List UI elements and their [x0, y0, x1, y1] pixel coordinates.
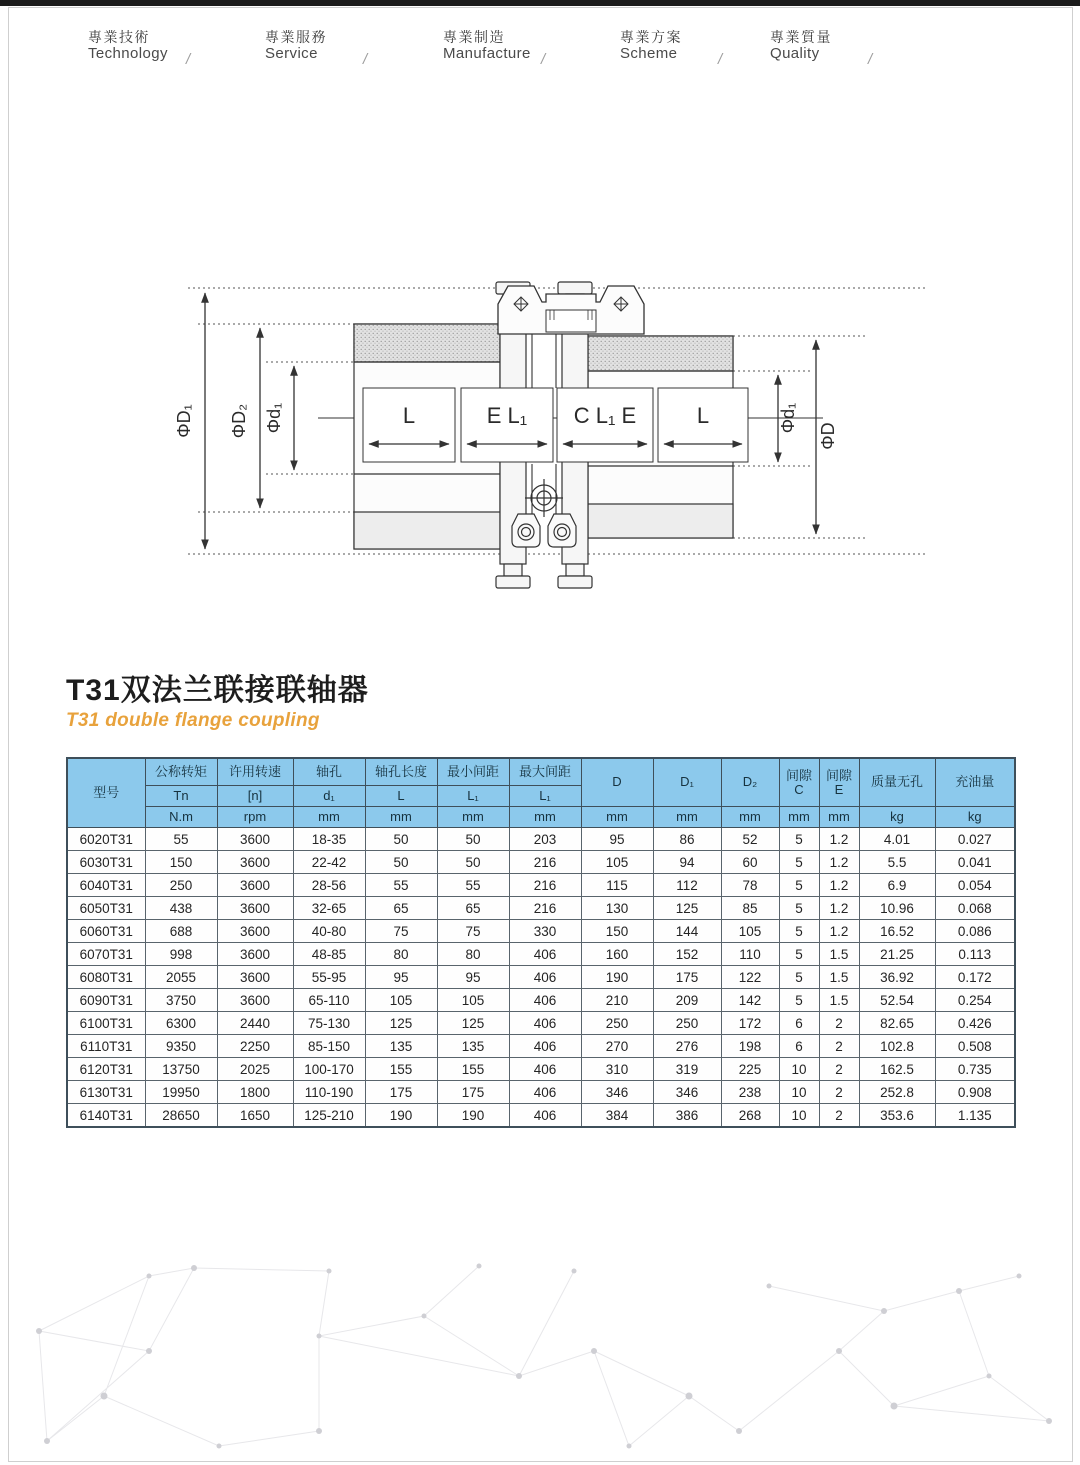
value-cell: 406: [509, 1012, 581, 1035]
value-cell: 28-56: [293, 874, 365, 897]
value-cell: 0.172: [935, 966, 1015, 989]
col-oil: 充油量: [935, 758, 1015, 807]
col-D2: D₂: [721, 758, 779, 807]
value-cell: 105: [437, 989, 509, 1012]
value-cell: 384: [581, 1104, 653, 1128]
value-cell: 21.25: [859, 943, 935, 966]
table-row: [67, 966, 1015, 989]
table-row: [67, 874, 1015, 897]
value-cell: 210: [581, 989, 653, 1012]
value-cell: 5: [779, 989, 819, 1012]
value-cell: 130: [581, 897, 653, 920]
value-cell: 0.027: [935, 828, 1015, 851]
value-cell: 160: [581, 943, 653, 966]
value-cell: 250: [145, 874, 217, 897]
page-subtitle: T31 double flange coupling: [66, 710, 320, 731]
value-cell: 0.908: [935, 1081, 1015, 1104]
value-cell: 198: [721, 1035, 779, 1058]
value-cell: 80: [437, 943, 509, 966]
clearance-e-zh: 间隙: [825, 767, 852, 783]
unit: N.m: [145, 807, 217, 828]
value-cell: 0.068: [935, 897, 1015, 920]
table-row: [67, 989, 1015, 1012]
value-cell: 2: [819, 1058, 859, 1081]
value-cell: 0.054: [935, 874, 1015, 897]
value-cell: 438: [145, 897, 217, 920]
table-row: [67, 1058, 1015, 1081]
nav-label-en: Service: [265, 45, 318, 62]
value-cell: 95: [581, 828, 653, 851]
value-cell: 0.508: [935, 1035, 1015, 1058]
sym-L1-max: L₁: [509, 786, 581, 807]
col-clearance-E: [819, 758, 859, 807]
value-cell: 4.01: [859, 828, 935, 851]
value-cell: 105: [365, 989, 437, 1012]
value-cell: 22-42: [293, 851, 365, 874]
table-row: [67, 1081, 1015, 1104]
value-cell: 10: [779, 1058, 819, 1081]
unit: mm: [365, 807, 437, 828]
value-cell: 5: [779, 920, 819, 943]
value-cell: 65: [437, 897, 509, 920]
unit: mm: [581, 807, 653, 828]
bottom-lugs: [512, 514, 576, 547]
nav-label-zh: 專業技術: [88, 29, 150, 45]
value-cell: 105: [721, 920, 779, 943]
value-cell: 155: [437, 1058, 509, 1081]
value-cell: 2: [819, 1081, 859, 1104]
value-cell: 95: [437, 966, 509, 989]
nav-separator: /: [541, 51, 546, 68]
clearance-c-zh: 间隙: [785, 767, 812, 783]
nav-label-en: Quality: [770, 45, 820, 62]
nav-item-manufacture: [443, 29, 546, 68]
model-cell: 6090T31: [67, 989, 145, 1012]
segment-CL1E-label: C L₁ E: [573, 403, 637, 428]
table-body: [67, 828, 1015, 1128]
value-cell: 406: [509, 966, 581, 989]
value-cell: 102.8: [859, 1035, 935, 1058]
dim-phiD: ΦD: [818, 422, 838, 450]
value-cell: 125: [365, 1012, 437, 1035]
value-cell: 115: [581, 874, 653, 897]
value-cell: 6300: [145, 1012, 217, 1035]
value-cell: 1.135: [935, 1104, 1015, 1128]
value-cell: 6: [779, 1012, 819, 1035]
value-cell: 1.2: [819, 874, 859, 897]
value-cell: 150: [145, 851, 217, 874]
col-model: 型号: [67, 758, 145, 828]
spec-table-wrap: [66, 757, 1014, 1128]
table-row: [67, 851, 1015, 874]
model-cell: 6080T31: [67, 966, 145, 989]
top-nav: [0, 30, 1080, 70]
nav-label-zh: 專業服務: [265, 29, 327, 45]
value-cell: 9350: [145, 1035, 217, 1058]
model-cell: 6130T31: [67, 1081, 145, 1104]
value-cell: 3600: [217, 920, 293, 943]
col-mass: 质量无孔: [859, 758, 935, 807]
value-cell: 162.5: [859, 1058, 935, 1081]
table-row: [67, 897, 1015, 920]
col-D1: D₁: [653, 758, 721, 807]
value-cell: 125-210: [293, 1104, 365, 1128]
value-cell: 406: [509, 1035, 581, 1058]
value-cell: 52.54: [859, 989, 935, 1012]
model-cell: 6030T31: [67, 851, 145, 874]
value-cell: 330: [509, 920, 581, 943]
value-cell: 85-150: [293, 1035, 365, 1058]
value-cell: 144: [653, 920, 721, 943]
value-cell: 32-65: [293, 897, 365, 920]
value-cell: 50: [365, 851, 437, 874]
value-cell: 270: [581, 1035, 653, 1058]
value-cell: 82.65: [859, 1012, 935, 1035]
value-cell: 216: [509, 874, 581, 897]
value-cell: 346: [581, 1081, 653, 1104]
value-cell: 2250: [217, 1035, 293, 1058]
value-cell: 406: [509, 943, 581, 966]
value-cell: 3600: [217, 897, 293, 920]
value-cell: 135: [437, 1035, 509, 1058]
col-torque: 公称转矩: [145, 758, 217, 786]
clearance-e-sym: E: [834, 781, 844, 797]
value-cell: 50: [365, 828, 437, 851]
value-cell: 40-80: [293, 920, 365, 943]
value-cell: 406: [509, 1104, 581, 1128]
value-cell: 1.2: [819, 920, 859, 943]
sym-d1: d₁: [293, 786, 365, 807]
nav-label-zh: 專業制造: [443, 29, 505, 45]
value-cell: 60: [721, 851, 779, 874]
col-D: D: [581, 758, 653, 807]
value-cell: 155: [365, 1058, 437, 1081]
unit: mm: [293, 807, 365, 828]
value-cell: 175: [365, 1081, 437, 1104]
table-row: [67, 920, 1015, 943]
value-cell: 250: [581, 1012, 653, 1035]
value-cell: 85: [721, 897, 779, 920]
value-cell: 406: [509, 1058, 581, 1081]
value-cell: 5: [779, 966, 819, 989]
value-cell: 105: [581, 851, 653, 874]
value-cell: 1.2: [819, 897, 859, 920]
value-cell: 0.086: [935, 920, 1015, 943]
spec-table: [66, 757, 1016, 1128]
value-cell: 5: [779, 943, 819, 966]
value-cell: 150: [581, 920, 653, 943]
value-cell: 1.2: [819, 851, 859, 874]
value-cell: 2440: [217, 1012, 293, 1035]
dim-phiD1: ΦD₁: [174, 404, 194, 438]
network-decoration: [9, 1256, 1071, 1461]
value-cell: 190: [581, 966, 653, 989]
model-cell: 6100T31: [67, 1012, 145, 1035]
value-cell: 65: [365, 897, 437, 920]
value-cell: 13750: [145, 1058, 217, 1081]
unit: mm: [779, 807, 819, 828]
value-cell: 1.2: [819, 828, 859, 851]
value-cell: 1650: [217, 1104, 293, 1128]
value-cell: 2: [819, 1035, 859, 1058]
value-cell: 175: [653, 966, 721, 989]
value-cell: 125: [437, 1012, 509, 1035]
value-cell: 688: [145, 920, 217, 943]
value-cell: 142: [721, 989, 779, 1012]
coupling-drawing-svg: [168, 276, 952, 602]
value-cell: 319: [653, 1058, 721, 1081]
nav-separator: /: [718, 51, 723, 68]
value-cell: 250: [653, 1012, 721, 1035]
value-cell: 252.8: [859, 1081, 935, 1104]
value-cell: 55: [437, 874, 509, 897]
unit: mm: [819, 807, 859, 828]
value-cell: 36.92: [859, 966, 935, 989]
page-border-frame: [8, 7, 1073, 1462]
value-cell: 125: [653, 897, 721, 920]
sym-L: L: [365, 786, 437, 807]
segment-labels: [363, 388, 748, 462]
unit: mm: [721, 807, 779, 828]
value-cell: 1.5: [819, 989, 859, 1012]
model-cell: 6120T31: [67, 1058, 145, 1081]
nav-label-en: Technology: [88, 45, 168, 62]
value-cell: 2055: [145, 966, 217, 989]
value-cell: 6.9: [859, 874, 935, 897]
segment-EL1-label: E L₁: [486, 403, 528, 428]
table-row: [67, 1012, 1015, 1035]
value-cell: 203: [509, 828, 581, 851]
value-cell: 16.52: [859, 920, 935, 943]
unit: kg: [935, 807, 1015, 828]
value-cell: 268: [721, 1104, 779, 1128]
nav-item-quality: [770, 29, 873, 68]
value-cell: 75-130: [293, 1012, 365, 1035]
value-cell: 28650: [145, 1104, 217, 1128]
value-cell: 10.96: [859, 897, 935, 920]
value-cell: 1.5: [819, 943, 859, 966]
model-cell: 6050T31: [67, 897, 145, 920]
model-cell: 6140T31: [67, 1104, 145, 1128]
segment-L-left-label: L: [402, 403, 416, 428]
value-cell: 94: [653, 851, 721, 874]
value-cell: 1800: [217, 1081, 293, 1104]
value-cell: 3600: [217, 851, 293, 874]
value-cell: 95: [365, 966, 437, 989]
dim-phid1-right: Φd₁: [778, 402, 798, 434]
value-cell: 346: [653, 1081, 721, 1104]
unit: rpm: [217, 807, 293, 828]
clearance-c-sym: C: [794, 781, 804, 797]
value-cell: 0.426: [935, 1012, 1015, 1035]
sym-n: [n]: [217, 786, 293, 807]
unit: mm: [437, 807, 509, 828]
value-cell: 310: [581, 1058, 653, 1081]
nav-separator: /: [186, 51, 191, 68]
unit: kg: [859, 807, 935, 828]
table-row: [67, 1104, 1015, 1128]
value-cell: 75: [437, 920, 509, 943]
value-cell: 55-95: [293, 966, 365, 989]
value-cell: 225: [721, 1058, 779, 1081]
value-cell: 406: [509, 1081, 581, 1104]
value-cell: 3600: [217, 966, 293, 989]
table-row: [67, 828, 1015, 851]
value-cell: 172: [721, 1012, 779, 1035]
value-cell: 2025: [217, 1058, 293, 1081]
value-cell: 80: [365, 943, 437, 966]
nav-label-en: Scheme: [620, 45, 678, 62]
value-cell: 238: [721, 1081, 779, 1104]
col-min-gap: 最小间距: [437, 758, 509, 786]
value-cell: 209: [653, 989, 721, 1012]
value-cell: 18-35: [293, 828, 365, 851]
nav-separator: /: [363, 51, 368, 68]
value-cell: 112: [653, 874, 721, 897]
value-cell: 5.5: [859, 851, 935, 874]
model-cell: 6110T31: [67, 1035, 145, 1058]
value-cell: 5: [779, 897, 819, 920]
value-cell: 122: [721, 966, 779, 989]
value-cell: 75: [365, 920, 437, 943]
value-cell: 3750: [145, 989, 217, 1012]
dim-phid1-left: Φd₁: [264, 402, 284, 434]
dim-phiD2: ΦD₂: [229, 403, 249, 439]
value-cell: 135: [365, 1035, 437, 1058]
nav-label-en: Manufacture: [443, 45, 531, 62]
table-row: [67, 1035, 1015, 1058]
value-cell: 10: [779, 1104, 819, 1128]
sym-Tn: Tn: [145, 786, 217, 807]
segment-L-right-label: L: [696, 403, 710, 428]
section-header: [66, 674, 369, 732]
nav-item-scheme: [620, 29, 723, 68]
model-cell: 6060T31: [67, 920, 145, 943]
model-cell: 6070T31: [67, 943, 145, 966]
value-cell: 50: [437, 851, 509, 874]
value-cell: 10: [779, 1081, 819, 1104]
value-cell: 50: [437, 828, 509, 851]
crosshair-mark: [525, 479, 563, 517]
value-cell: 55: [145, 828, 217, 851]
unit: mm: [653, 807, 721, 828]
value-cell: 5: [779, 828, 819, 851]
top-black-bar: [0, 0, 1080, 6]
table-row: [67, 943, 1015, 966]
value-cell: 0.254: [935, 989, 1015, 1012]
value-cell: 0.735: [935, 1058, 1015, 1081]
nav-item-technology: [88, 29, 191, 68]
col-clearance-C: [779, 758, 819, 807]
value-cell: 190: [365, 1104, 437, 1128]
col-max-gap: 最大间距: [509, 758, 581, 786]
value-cell: 5: [779, 851, 819, 874]
model-cell: 6040T31: [67, 874, 145, 897]
value-cell: 110-190: [293, 1081, 365, 1104]
nav-label-zh: 專業方案: [620, 29, 682, 45]
value-cell: 19950: [145, 1081, 217, 1104]
unit: mm: [509, 807, 581, 828]
value-cell: 110: [721, 943, 779, 966]
value-cell: 998: [145, 943, 217, 966]
value-cell: 52: [721, 828, 779, 851]
value-cell: 216: [509, 897, 581, 920]
value-cell: 216: [509, 851, 581, 874]
col-bore: 轴孔: [293, 758, 365, 786]
value-cell: 2: [819, 1104, 859, 1128]
nav-label-zh: 專業質量: [770, 29, 832, 45]
value-cell: 86: [653, 828, 721, 851]
value-cell: 48-85: [293, 943, 365, 966]
value-cell: 152: [653, 943, 721, 966]
value-cell: 353.6: [859, 1104, 935, 1128]
value-cell: 0.041: [935, 851, 1015, 874]
value-cell: 6: [779, 1035, 819, 1058]
value-cell: 2: [819, 1012, 859, 1035]
value-cell: 1.5: [819, 966, 859, 989]
value-cell: 175: [437, 1081, 509, 1104]
value-cell: 100-170: [293, 1058, 365, 1081]
nav-separator: /: [868, 51, 873, 68]
value-cell: 0.113: [935, 943, 1015, 966]
coupling-technical-drawing: [168, 276, 952, 602]
value-cell: 190: [437, 1104, 509, 1128]
nav-item-service: [265, 29, 368, 68]
spec-table-head: [67, 758, 1015, 828]
col-bore-length: 轴孔长度: [365, 758, 437, 786]
value-cell: 3600: [217, 943, 293, 966]
value-cell: 55: [365, 874, 437, 897]
value-cell: 276: [653, 1035, 721, 1058]
value-cell: 78: [721, 874, 779, 897]
model-cell: 6020T31: [67, 828, 145, 851]
value-cell: 3600: [217, 989, 293, 1012]
value-cell: 65-110: [293, 989, 365, 1012]
value-cell: 3600: [217, 874, 293, 897]
value-cell: 386: [653, 1104, 721, 1128]
col-speed: 许用转速: [217, 758, 293, 786]
page-title: T31双法兰联接联轴器: [66, 674, 369, 707]
sym-L1-min: L₁: [437, 786, 509, 807]
value-cell: 5: [779, 874, 819, 897]
value-cell: 406: [509, 989, 581, 1012]
value-cell: 3600: [217, 828, 293, 851]
